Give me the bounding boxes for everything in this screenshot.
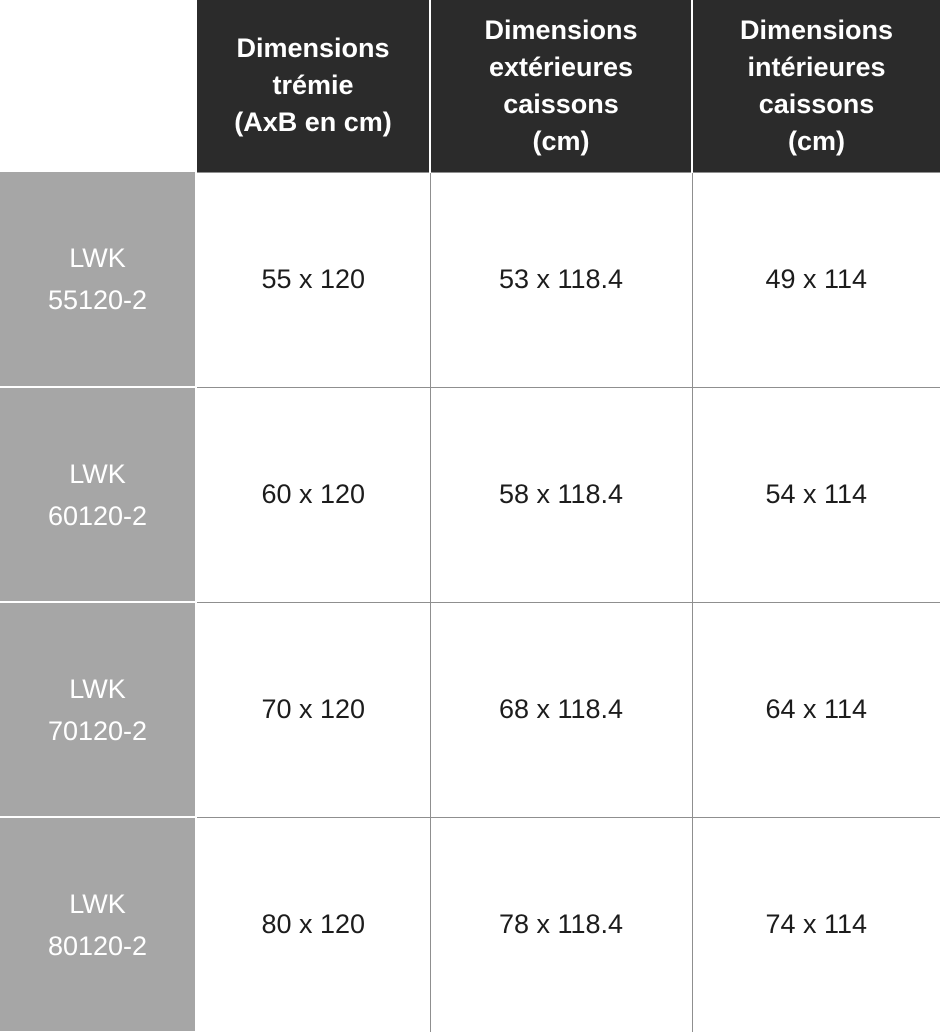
header-line: caissons [758, 88, 875, 119]
cell-interieures: 49 x 114 [692, 172, 940, 387]
cell-interieures: 74 x 114 [692, 817, 940, 1032]
model-line: 70120-2 [47, 715, 148, 746]
header-line: Dimensions [739, 14, 894, 45]
model-line: LWK [69, 243, 126, 273]
cell-exterieures: 53 x 118.4 [430, 172, 692, 387]
model-label [0, 602, 196, 817]
header-line: (cm) [532, 125, 590, 156]
cell-interieures: 64 x 114 [692, 602, 940, 817]
header-line: (AxB en cm) [234, 107, 392, 138]
table-header-row [0, 0, 940, 172]
model-line: LWK [69, 458, 126, 489]
model-line: LWK [69, 888, 126, 919]
model-label [0, 387, 196, 602]
model-label [0, 817, 196, 1032]
model-label [0, 172, 196, 387]
table-row [0, 387, 940, 602]
header-line: (cm) [787, 125, 845, 156]
table-row [0, 602, 940, 817]
cell-interieures: 54 x 114 [692, 387, 940, 602]
cell-tremie: 60 x 120 [196, 387, 430, 602]
header-line: Dimensions [484, 14, 638, 45]
model-line: LWK [69, 673, 126, 704]
header-dimensions-tremie [196, 0, 430, 172]
header-line: intérieures [747, 51, 886, 82]
cell-exterieures: 68 x 118.4 [430, 602, 692, 817]
table-row [0, 817, 940, 1032]
model-line: 80120-2 [47, 930, 148, 961]
header-dimensions-exterieures-caissons [430, 0, 692, 172]
header-dimensions-interieures-caissons [692, 0, 940, 172]
header-corner-empty [0, 0, 196, 172]
cell-tremie: 70 x 120 [196, 602, 430, 817]
header-line: Dimensions [236, 33, 390, 64]
cell-tremie: 55 x 120 [196, 172, 430, 387]
cell-exterieures: 78 x 118.4 [430, 817, 692, 1032]
table-row [0, 172, 940, 387]
model-line: 55120-2 [47, 285, 148, 315]
header-line: caissons [503, 88, 619, 119]
cell-tremie: 80 x 120 [196, 817, 430, 1032]
cell-exterieures: 58 x 118.4 [430, 387, 692, 602]
model-line: 60120-2 [47, 500, 148, 531]
header-line: trémie [272, 70, 354, 101]
header-line: extérieures [488, 51, 634, 82]
